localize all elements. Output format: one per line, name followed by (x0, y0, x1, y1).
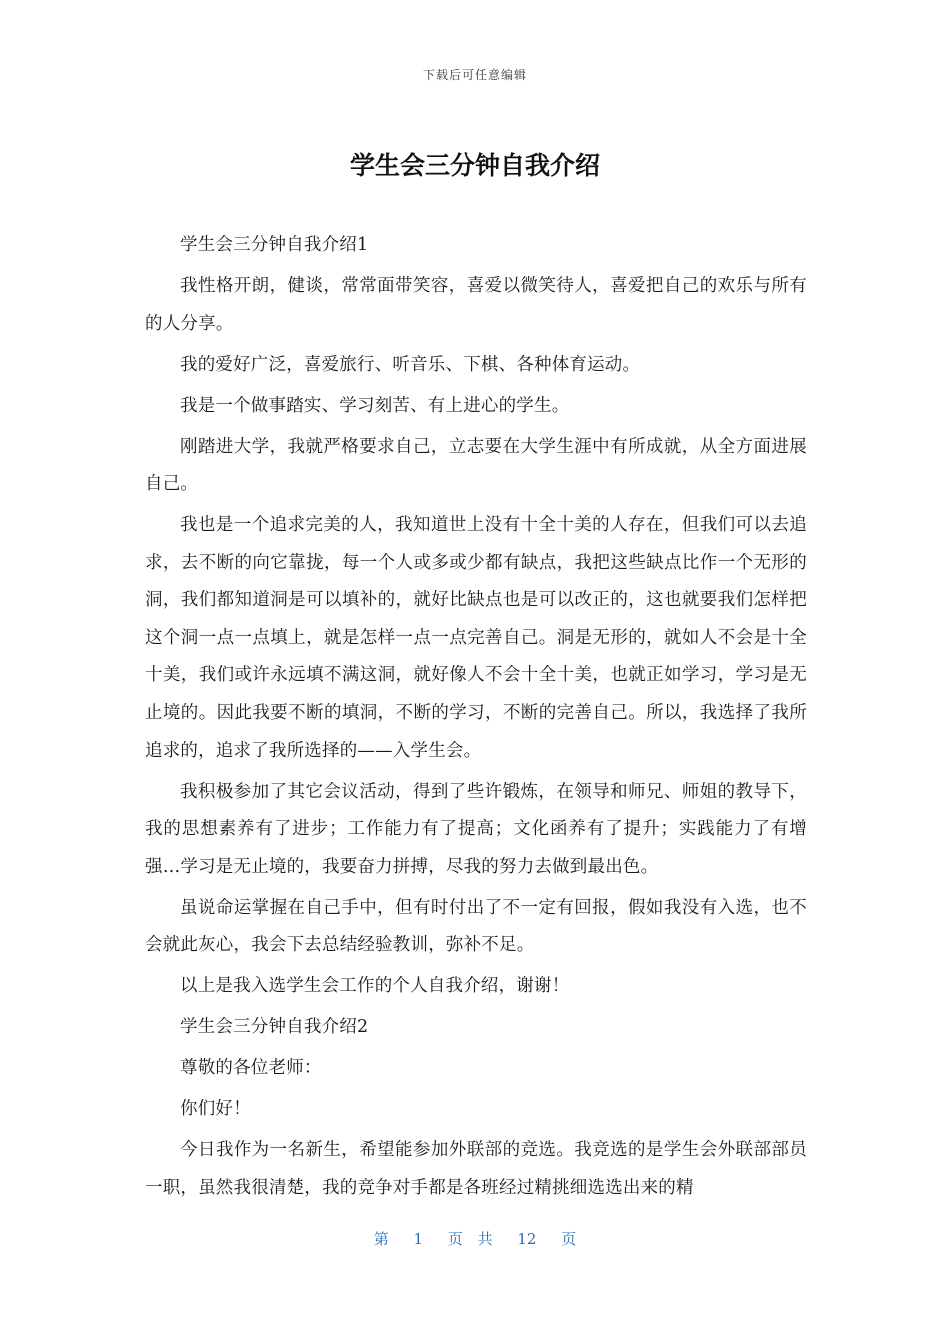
paragraph: 我的爱好广泛，喜爱旅行、听音乐、下棋、各种体育运动。 (180, 354, 641, 375)
page-footer (0, 1228, 950, 1249)
paragraph: 今日我作为一名新生，希望能参加外联部的竞选。我竞选的是学生会外联部部员一职，虽然我很清楚，我的竞争对手都是各班经过精挑细选选出来的精 (145, 1140, 807, 1198)
document-body (145, 227, 807, 1211)
paragraph: 尊敬的各位老师： (180, 1058, 322, 1079)
paragraph: 虽说命运掌握在自己手中，但有时付出了不一定有回报，假如我没有入选，也不会就此灰心，我会下去总结经验教训，弥补不足。 (145, 897, 807, 956)
page-title: 学生会三分钟自我介绍 (349, 151, 600, 180)
page-label-mid: 页 共 (447, 1230, 493, 1248)
paragraph: 你们好！ (180, 1099, 251, 1120)
page-number-total: 12 (517, 1230, 537, 1248)
paragraph: 我也是一个追求完美的人，我知道世上没有十全十美的人存在，但我们可以去追求，去不断的向它靠拢，每一个人或多或少都有缺点，我把这些缺点比作一个无形的洞，我们都知道洞是可以填补的，就好比缺点也是可以改正的，这也就要我们怎样把这个洞一点一点填上，就是怎样一点一点完善自己。洞是无形的，就如人不会是十全十美，我们或许永远填不满这洞，就好像人不会十全十美，也就正如学习，学习是无止境的。因此我要不断的填洞，不断的学习，不断的完善自己。所以，我选择了我所追求的，追求了我所选择的——入学生会。 (145, 515, 807, 761)
paragraph: 我性格开朗，健谈，常常面带笑容，喜爱以微笑待人，喜爱把自己的欢乐与所有的人分享。 (145, 275, 807, 334)
page-label-prefix: 第 (373, 1230, 389, 1248)
header-note: 下载后可任意编辑 (422, 68, 527, 82)
page-label-suffix: 页 (561, 1230, 577, 1248)
paragraph: 学生会三分钟自我介绍1 (180, 235, 369, 255)
paragraph: 刚踏进大学，我就严格要求自己，立志要在大学生涯中有所成就，从全方面进展自己。 (145, 436, 807, 495)
paragraph: 以上是我入选学生会工作的个人自我介绍，谢谢！ (180, 976, 570, 997)
paragraph: 我积极参加了其它会议活动，得到了些许锻炼，在领导和师兄、师姐的教导下，我的思想素养有了进步；工作能力有了提高；文化函养有了提升；实践能力了有增强…学习是无止境的，我要奋力拼搏，尽我的努力去做到最出色。 (145, 781, 807, 877)
paragraph: 学生会三分钟自我介绍2 (180, 1017, 369, 1038)
page-number-current: 1 (413, 1230, 424, 1248)
paragraph: 我是一个做事踏实、学习刻苦、有上进心的学生。 (180, 395, 570, 416)
